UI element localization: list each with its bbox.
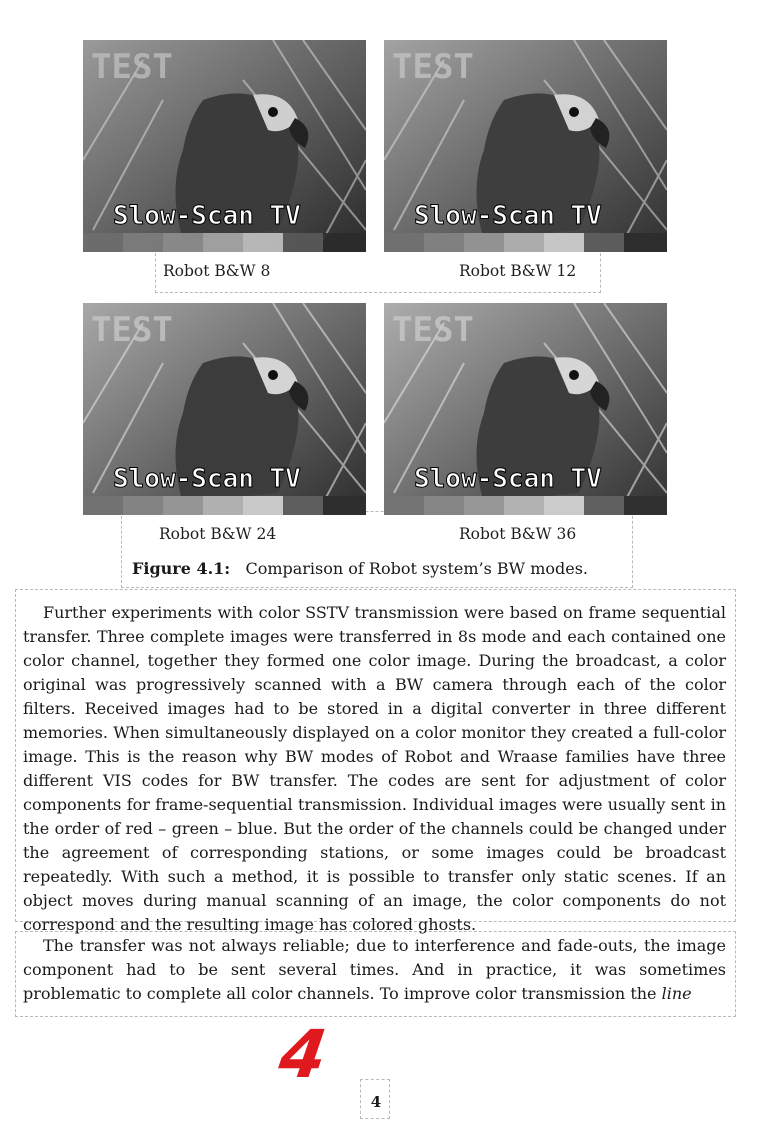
body-paragraph-2-text: The transfer was not always reliable; due to interference and fade-outs, the image component had to be sent several times. And in practice, it was sometimes problematic to complete all color channels. To improve color transmission the (23, 936, 726, 1003)
overlay-test-text: TEST (91, 47, 173, 87)
overlay-test-text: TEST (392, 47, 474, 87)
figure-caption (132, 559, 588, 578)
body-paragraph-1: Further experiments with color SSTV transmission were based on frame sequential transfer. Three complete images were transferred in 8s mode and each contained one color channel, together they formed one color image. During the broadcast, a color original was progressively scanned with a BW camera through each of the color filters. Received images had to be stored in a digital converter in three different memories. When simultaneously displayed on a color monitor they created a full-color image. This is the reason why BW modes of Robot and Wraase families have three different VIS codes for BW transfer. The codes are sent for adjustment of color components for frame-sequential transmission. Individual images were usually sent in the order of red – green – blue. But the order of the channels could be changed under the agreement of corresponding stations, or some images could be broadcast repeatedly. With such a method, it is possible to transfer only static scenes. If an object moves during manual scanning of an image, the color components do not correspond and the resulting image has colored ghosts. (23, 603, 726, 934)
page-number: 4 (370, 1093, 382, 1111)
figure-caption-robot-bw8: Robot B&W 8 (163, 262, 271, 280)
overlay-sstv-text: Slow-Scan TV (113, 464, 301, 494)
figure-caption-robot-bw24: Robot B&W 24 (159, 525, 277, 543)
overlay-sstv-text: Slow-Scan TV (113, 201, 301, 231)
figure-image-robot-bw8 (83, 40, 366, 252)
figure-caption-robot-bw36: Robot B&W 36 (459, 525, 577, 543)
italic-word: line (661, 984, 692, 1003)
body-paragraph-2 (23, 934, 726, 1006)
overlay-sstv-text: Slow-Scan TV (414, 201, 602, 231)
overlay-test-text: TEST (392, 310, 474, 350)
figure-image-robot-bw24 (83, 303, 366, 515)
figure-caption-text: Comparison of Robot system’s BW modes. (245, 559, 589, 578)
handwritten-page-mark: 4 (274, 1016, 332, 1093)
overlay-test-text: TEST (91, 310, 173, 350)
figure-label: Figure 4.1: (132, 559, 231, 578)
figure-image-robot-bw36 (384, 303, 667, 515)
figure-image-robot-bw12 (384, 40, 667, 252)
figure-caption-robot-bw12: Robot B&W 12 (459, 262, 577, 280)
overlay-sstv-text: Slow-Scan TV (414, 464, 602, 494)
